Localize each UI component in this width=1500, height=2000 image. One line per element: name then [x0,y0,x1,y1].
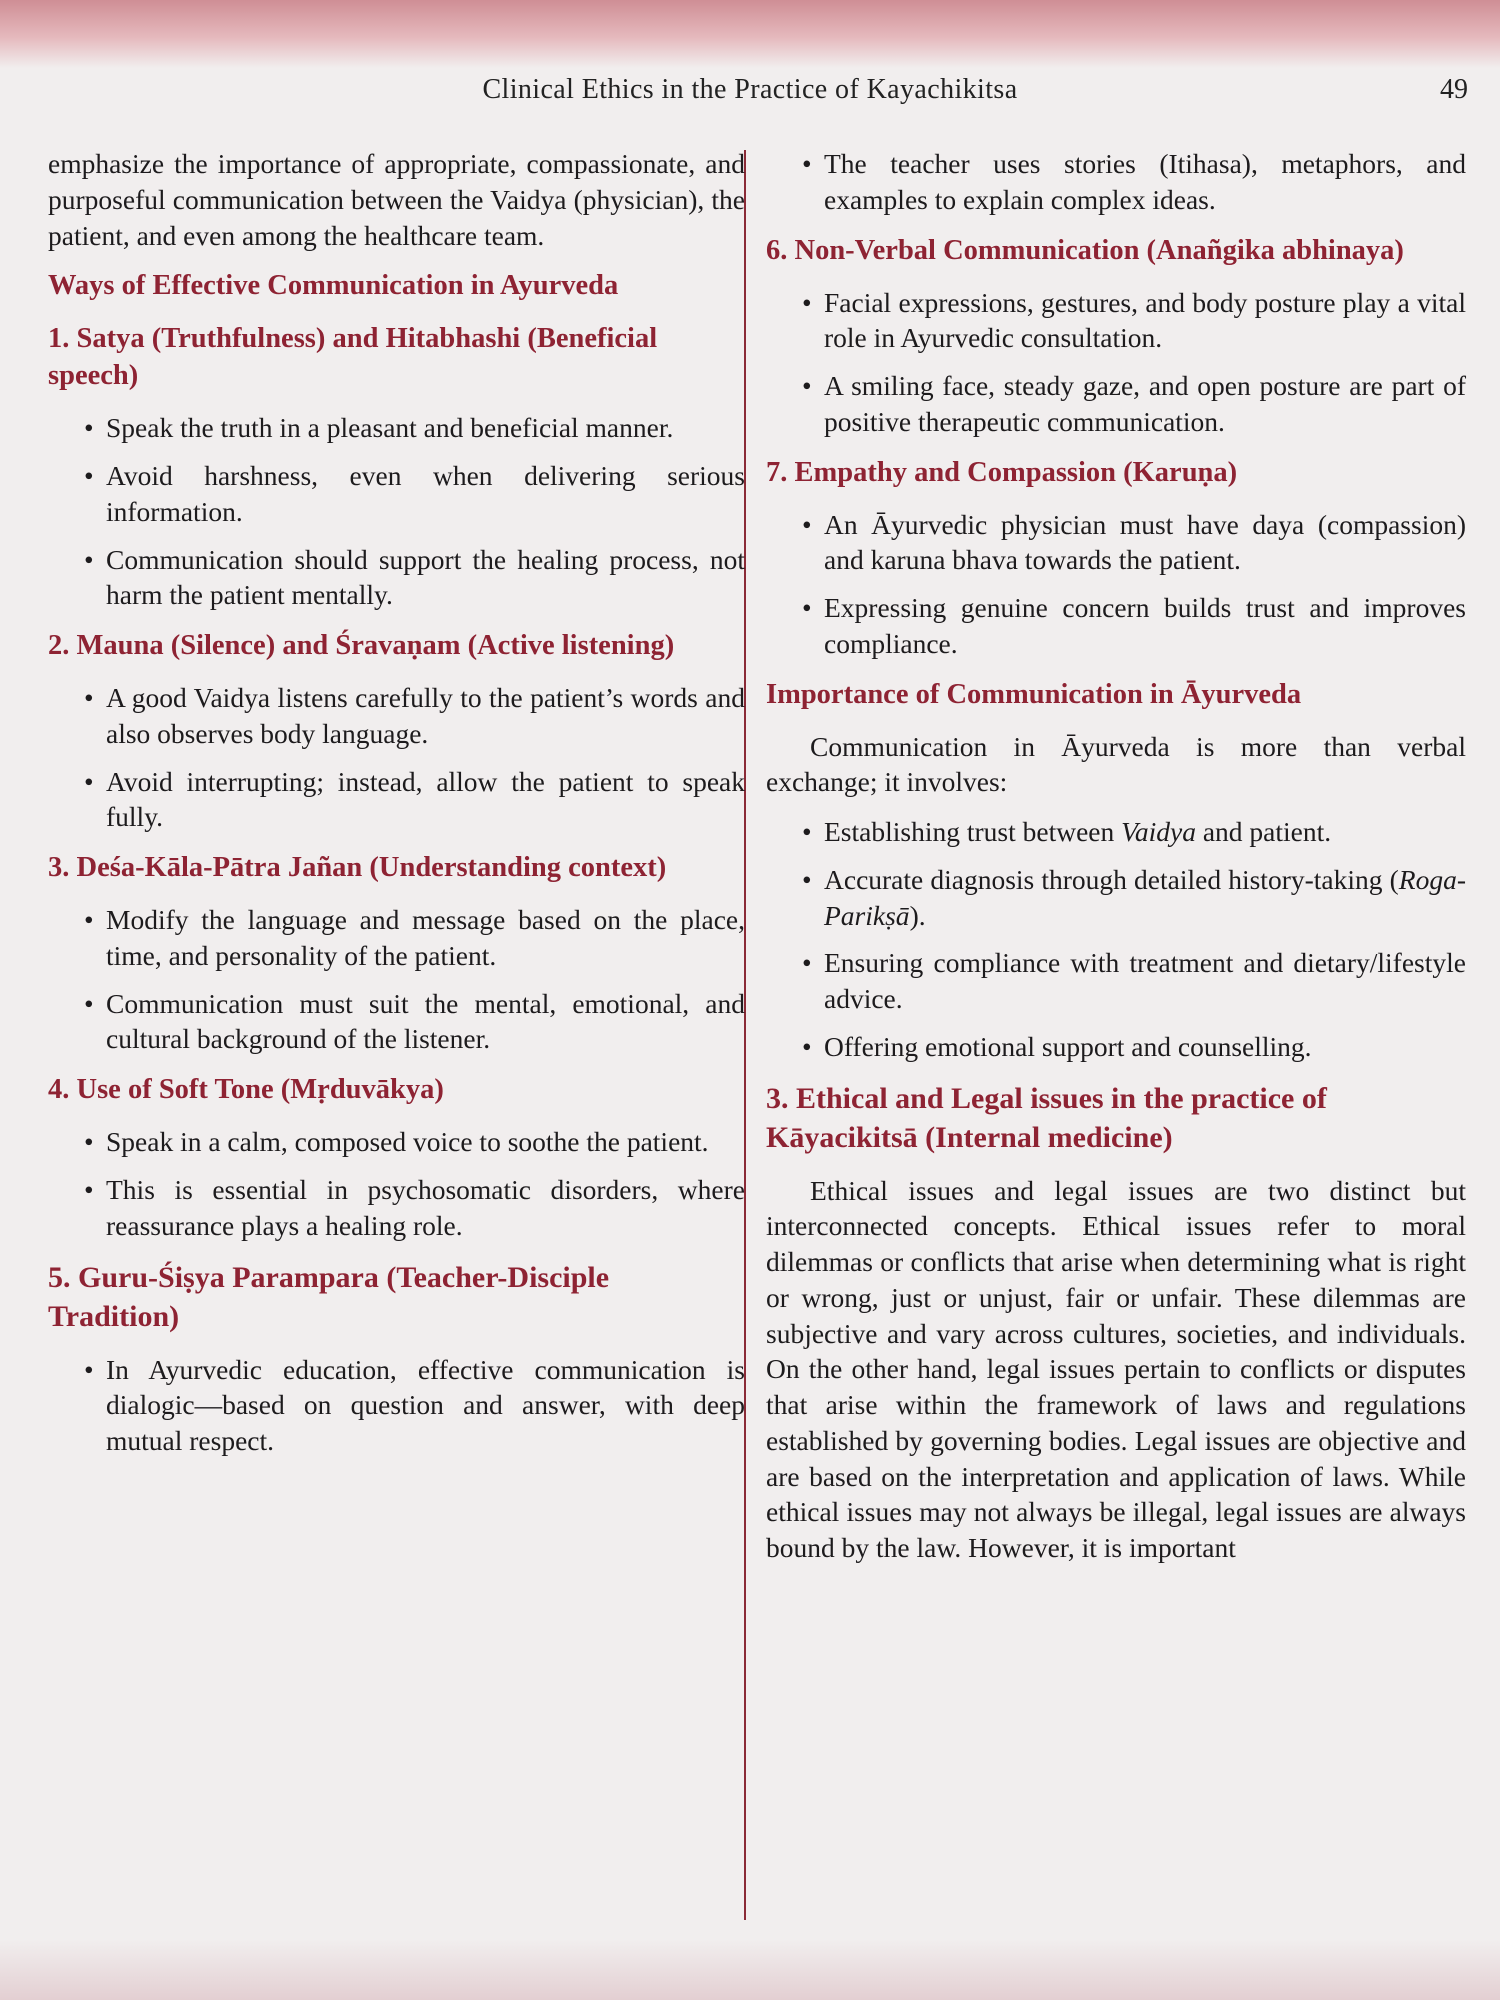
list-item: • An Āyurvedic physician must have daya (compassion) and karuna bhava towards the patient. [802,508,1466,576]
list-item: • Speak the truth in a pleasant and beneficial manner. [84,410,745,446]
bullet-icon: • [84,987,94,1019]
bullet-icon: • [84,460,94,492]
section-4-heading: 4. Use of Soft Tone (Mṛduvākya) [48,1074,444,1106]
left-column [48,146,745,1471]
bullet-icon: • [84,765,94,797]
list-item: • Accurate diagnosis through detailed history-taking (Roga-Parikṣā). [802,863,1466,931]
section-2-list [48,680,745,835]
ways-heading: Ways of Effective Communication in Ayurveda [48,270,619,302]
section-3-list [48,902,745,1057]
section-6-list [766,285,1466,440]
section-3-heading: 3. Deśa-Kāla-Pātra Jañan (Understanding context) [48,852,667,884]
section-7-heading: 7. Empathy and Compassion (Karuṇa) [766,456,1238,488]
bullet-icon: • [802,947,812,979]
right-column [766,146,1466,1580]
page-number: 49 [1440,74,1468,105]
list-item: • Communication should support the healing process, not harm the patient mentally. [84,543,745,611]
bullet-icon: • [802,863,812,895]
bullet-icon: • [802,508,812,540]
bullet-icon: • [84,1126,94,1158]
section-5-heading: 5. Guru-Śiṣya Parampara (Teacher-Disciple Tradition) [48,1260,610,1333]
list-item: • In Ayurvedic education, effective communication is dialogic—based on question and answer, with deep mutual respect. [84,1353,745,1457]
list-item: • Establishing trust between Vaidya and patient. [802,814,1466,850]
bullet-icon: • [84,682,94,714]
bullet-icon: • [84,1174,94,1206]
top-decorative-band [0,0,1500,68]
list-item: • Expressing genuine concern builds trust and improves compliance. [802,592,1466,659]
list-item: • Modify the language and message based on the place, time, and personality of the patient. [84,904,745,971]
list-item: • A good Vaidya listens carefully to the patient’s words and also observes body language. [84,682,745,749]
list-item: • Facial expressions, gestures, and body posture play a vital role in Ayurvedic consultation. [802,286,1466,354]
bullet-icon: • [84,1353,94,1385]
importance-heading: Importance of Communication in Āyurveda [766,678,1302,710]
running-head: Clinical Ethics in the Practice of Kayachikitsa [482,74,1018,105]
ethical-legal-heading: 3. Ethical and Legal issues in the practice of Kāyacikitsā (Internal medicine) [766,1081,1327,1154]
section-1-heading: 1. Satya (Truthfulness) and Hitabhashi (Beneficial speech) [48,323,658,392]
list-item: • Avoid interrupting; instead, allow the patient to speak fully. [84,765,745,833]
bullet-icon: • [84,904,94,936]
intro-paragraph: emphasize the importance of appropriate, compassionate, and purposeful communication between the Vaidya (physician), the patient, and even among the healthcare team. [48,148,745,251]
bullet-icon: • [84,543,94,575]
bullet-icon: • [802,370,812,402]
bullet-icon: • [802,148,812,179]
list-item: • Communication must suit the mental, emotional, and cultural background of the listener. [84,987,745,1055]
bullet-icon: • [802,592,812,624]
importance-list [766,814,1466,1065]
bottom-decorative-band [0,1940,1500,2000]
list-item: • The teacher uses stories (Itihasa), metaphors, and examples to explain complex ideas. [802,148,1466,215]
bullet-icon: • [802,816,812,848]
list-item: • This is essential in psychosomatic disorders, where reassurance plays a healing role. [84,1174,745,1241]
bullet-icon: • [802,286,812,318]
bullet-icon: • [802,1030,812,1062]
list-item: • A smiling face, steady gaze, and open posture are part of positive therapeutic communication. [802,370,1466,437]
section-4-list [48,1124,745,1243]
ethical-legal-paragraph: Ethical issues and legal issues are two distinct but interconnected concepts. Ethical issues refer to moral dilemmas or conflicts that arise when determining what is right or wrong, just or unjust, fair or unfair. These dilemmas are subjective and vary across cultures, societies, and individuals. On the other hand, legal issues pertain to conflicts or disputes that arise within the framework of laws and regulations established by governing bodies. Legal issues are objective and are based on the interpretation and application of laws. While ethical issues may not always be illegal, legal issues are always bound by the law. However, it is important [766,1174,1466,1564]
bullet-icon: • [84,412,94,444]
list-item: • Ensuring compliance with treatment and dietary/lifestyle advice. [802,947,1466,1015]
continued-list [766,146,1466,218]
list-item: • Offering emotional support and counselling. [802,1029,1466,1065]
list-item: • Avoid harshness, even when delivering serious information. [84,460,745,527]
importance-intro: Communication in Āyurveda is more than verbal exchange; it involves: [766,730,1466,798]
list-item: • Speak in a calm, composed voice to soothe the patient. [84,1124,745,1160]
section-6-heading: 6. Non-Verbal Communication (Anañgika abhinaya) [766,234,1404,266]
section-7-list [766,507,1466,662]
section-5-list [48,1352,745,1459]
section-1-list [48,410,745,613]
section-2-heading: 2. Mauna (Silence) and Śravaṇam (Active listening) [48,630,675,662]
